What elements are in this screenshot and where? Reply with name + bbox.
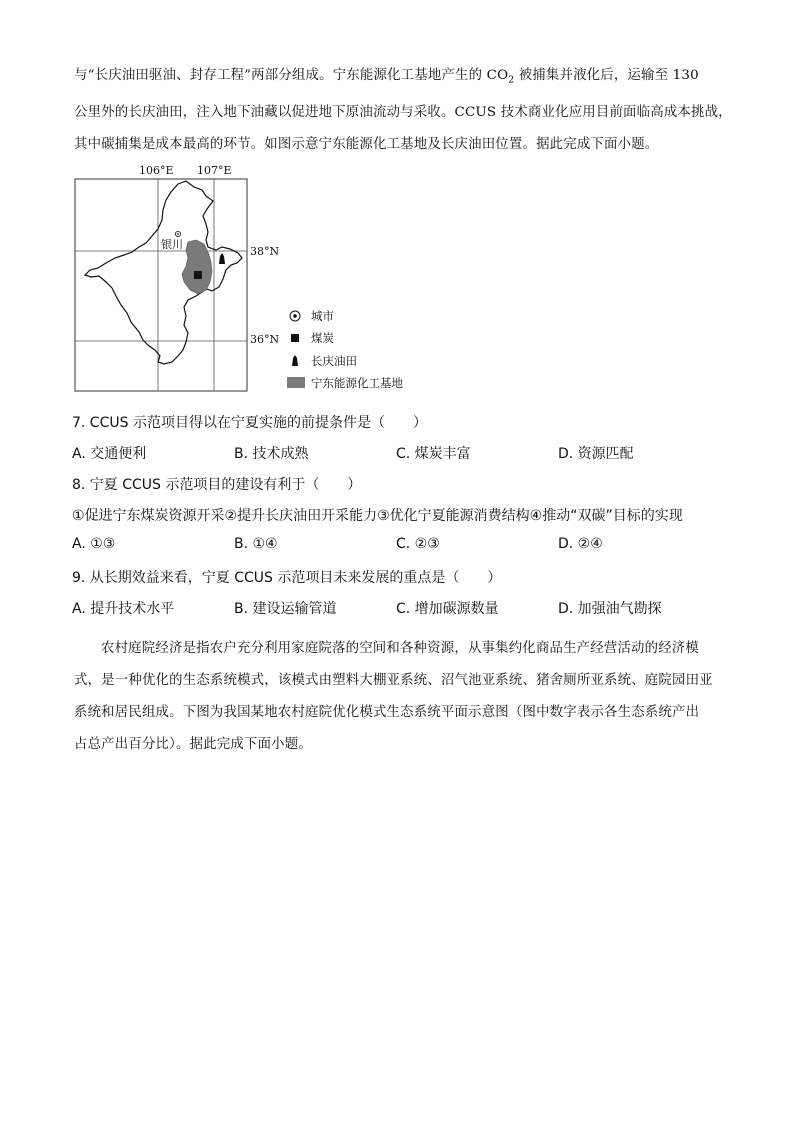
legend-coal-icon xyxy=(291,334,299,342)
q8-option-a[interactable]: A. ①③ xyxy=(72,536,116,552)
coal-square-icon xyxy=(194,271,202,279)
map-svg xyxy=(0,0,794,400)
legend-oilfield-icon xyxy=(292,355,298,366)
ningdong-base-area xyxy=(182,240,212,294)
lon-label-107: 107°E xyxy=(197,164,232,177)
q7-option-d[interactable]: D. 资源匹配 xyxy=(558,446,634,462)
q7-option-c[interactable]: C. 煤炭丰富 xyxy=(396,446,471,462)
q8-option-d[interactable]: D. ②④ xyxy=(558,536,603,552)
question-9-stem: 9. 从长期效益来看，宁夏 CCUS 示范项目未来发展的重点是（ ） xyxy=(72,570,502,586)
passage-line: 系统和居民组成。下图为我国某地农村庭院优化模式生态系统平面示意图（图中数字表示各生态系统产出 xyxy=(74,705,700,720)
oilfield-icon xyxy=(219,253,225,264)
q9-option-a[interactable]: A. 提升技术水平 xyxy=(72,601,175,617)
lon-label-106: 106°E xyxy=(139,164,174,177)
question-8-stem: 8. 宁夏 CCUS 示范项目的建设有利于（ ） xyxy=(72,477,362,493)
legend-label-coal: 煤炭 xyxy=(311,331,334,345)
passage-line: 农村庭院经济是指农户充分利用家庭院落的空间和各种资源，从事集约化商品生产经营活动的经济模 xyxy=(101,641,699,656)
passage-line: 式，是一种优化的生态系统模式，该模式由塑料大棚亚系统、沼气池亚系统、猪舍厕所亚系统、庭院园田亚 xyxy=(74,673,713,688)
passage-line: 其中碳捕集是成本最高的环节。如图示意宁东能源化工基地及长庆油田位置。据此完成下面小题。 xyxy=(74,136,659,152)
city-dot-center xyxy=(177,233,179,235)
city-label-yinchuan: 银川 xyxy=(161,238,183,251)
q7-option-a[interactable]: A. 交通便利 xyxy=(72,446,147,462)
question-7-stem: 7. CCUS 示范项目得以在宁夏实施的前提条件是（ ） xyxy=(72,415,427,431)
question-8-statements: ①促进宁东煤炭资源开采②提升长庆油田开采能力③优化宁夏能源消费结构④推动“双碳”目标的实现 xyxy=(72,508,683,524)
legend-base-swatch xyxy=(287,377,305,388)
ningxia-outline xyxy=(85,181,242,364)
q7-option-b[interactable]: B. 技术成熟 xyxy=(234,446,309,462)
legend-label-base: 宁东能源化工基地 xyxy=(311,376,403,390)
legend-label-city: 城市 xyxy=(311,309,334,323)
map-frame xyxy=(75,179,247,391)
lat-label-38: 38°N xyxy=(250,245,280,258)
passage-line: 公里外的长庆油田，注入地下油藏以促进地下原油流动与采收。CCUS 技术商业化应用目前面临高成本挑战， xyxy=(74,104,732,120)
q9-option-d[interactable]: D. 加强油气勘探 xyxy=(558,601,662,617)
passage-line: 与“长庆油田驱油、封存工程”两部分组成。宁东能源化工基地产生的 $CO_2$ 被捕集并液化后，运输至 130 xyxy=(74,68,699,86)
legend-label-oilfield: 长庆油田 xyxy=(311,354,357,368)
q9-option-b[interactable]: B. 建设运输管道 xyxy=(234,601,337,617)
q8-option-c[interactable]: C. ②③ xyxy=(396,536,440,552)
passage-courtyard-economy xyxy=(74,633,724,761)
q8-option-b[interactable]: B. ①④ xyxy=(234,536,278,552)
q9-option-c[interactable]: C. 增加碳源数量 xyxy=(396,601,499,617)
legend-city-icon-center xyxy=(293,314,297,318)
passage-line: 占总产出百分比）。据此完成下面小题。 xyxy=(74,737,312,752)
lat-label-36: 36°N xyxy=(250,333,280,346)
